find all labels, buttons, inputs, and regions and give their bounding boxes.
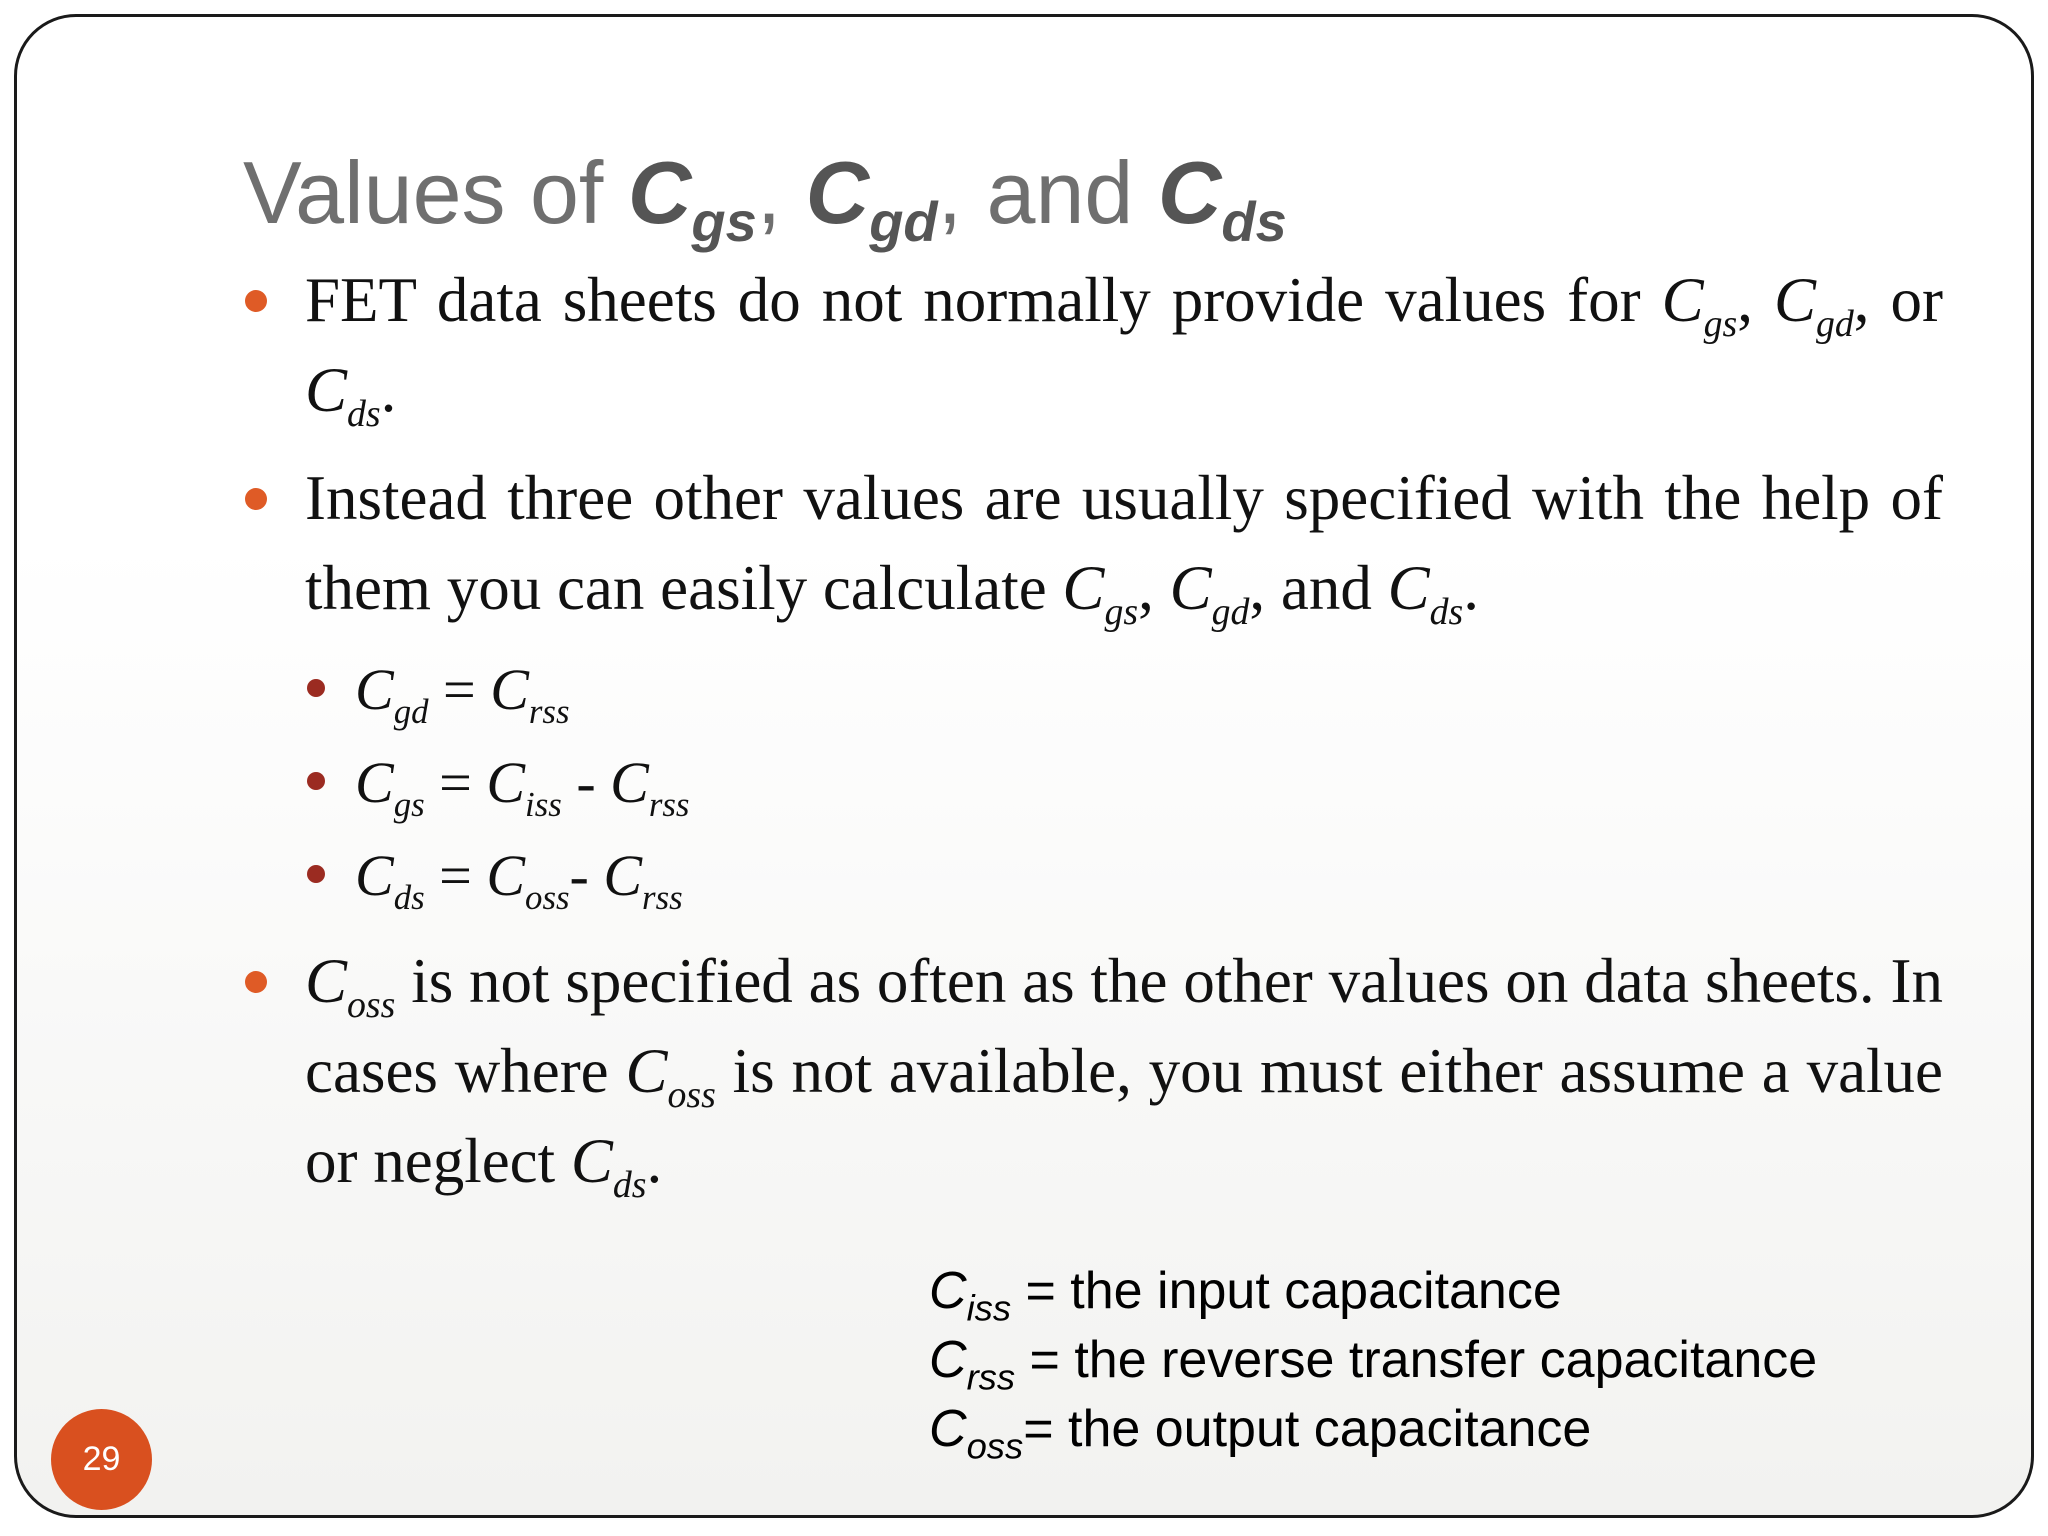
definition-rss: $C_{rss}$ = the reverse transfer capacitance xyxy=(929,1331,1818,1398)
equation-group xyxy=(243,643,1943,922)
definition-iss: $C_{iss}$ = the input capacitance xyxy=(929,1262,1562,1329)
var-cgd: $C_{gd}$ xyxy=(1773,265,1854,346)
equation-list xyxy=(305,643,1943,922)
bullet-three-values xyxy=(243,453,1943,633)
title-var-cgs: $C_{gs}$ xyxy=(627,143,757,253)
title-separator: , xyxy=(756,143,806,242)
slide xyxy=(14,14,2034,1518)
bullet-dot-icon xyxy=(245,488,267,510)
bullet-coss-note xyxy=(243,936,1943,1206)
bullet-list xyxy=(243,255,1943,1206)
slide-number-badge xyxy=(51,1409,152,1510)
var-cgs: $C_{gs}$ xyxy=(1661,265,1738,346)
equation-cgs xyxy=(305,736,1943,829)
var-cgs: $C_{gs}$ xyxy=(1062,553,1139,634)
title-prefix: Values of xyxy=(243,143,628,242)
title-var-cgd: $C_{gd}$ xyxy=(805,143,938,253)
sub-bullet-dot-icon xyxy=(307,865,325,883)
sub-bullet-dot-icon xyxy=(307,772,325,790)
slide-body xyxy=(243,255,1943,1206)
title-separator: , and xyxy=(937,143,1158,242)
bullet-text: Instead three other values are usually specified with the help of them you can easily calculate $C_{gs}$, $C_{gd}$, and $C_{ds}$. xyxy=(305,463,1943,634)
bullet-dot-icon xyxy=(245,971,267,993)
bullet-text: FET data sheets do not normally provide values for $C_{gs}$, $C_{gd}$, or $C_{ds}$. xyxy=(305,265,1944,436)
var-coss: $C_{oss}$ xyxy=(625,1036,716,1117)
equation-cds xyxy=(305,829,1943,922)
capacitance-definitions xyxy=(929,1257,1818,1467)
var-cgd: $C_{gd}$ xyxy=(1169,553,1250,634)
var-coss: $C_{oss}$ xyxy=(305,946,396,1027)
equation-cgd xyxy=(305,643,1943,736)
equation-text: $C_{gs} = C_{iss} - C_{rss}$ xyxy=(355,750,690,824)
equation-text: $C_{gd} = C_{rss}$ xyxy=(355,657,570,731)
var-cds: $C_{ds}$ xyxy=(305,355,381,436)
bullet-data-sheets xyxy=(243,255,1943,435)
definition-oss: $C_{oss}=$ the output capacitance xyxy=(929,1400,1592,1467)
sub-bullet-dot-icon xyxy=(307,679,325,697)
title-var-cds: $C_{ds}$ xyxy=(1157,143,1287,253)
var-cds: $C_{ds}$ xyxy=(570,1126,647,1207)
bullet-dot-icon xyxy=(245,290,267,312)
bullet-text: $C_{oss}$ is not specified as often as the other values on data sheets. In cases where $C_{oss}$ is not available, you must either assume a value or neglect $C_{ds}$. xyxy=(305,946,1944,1207)
slide-title xyxy=(243,145,1287,253)
slide-number: 29 xyxy=(82,1440,121,1478)
equation-text: $C_{ds} = C_{oss}-$ $C_{rss}$ xyxy=(355,843,683,917)
var-cds: $C_{ds}$ xyxy=(1387,553,1464,634)
